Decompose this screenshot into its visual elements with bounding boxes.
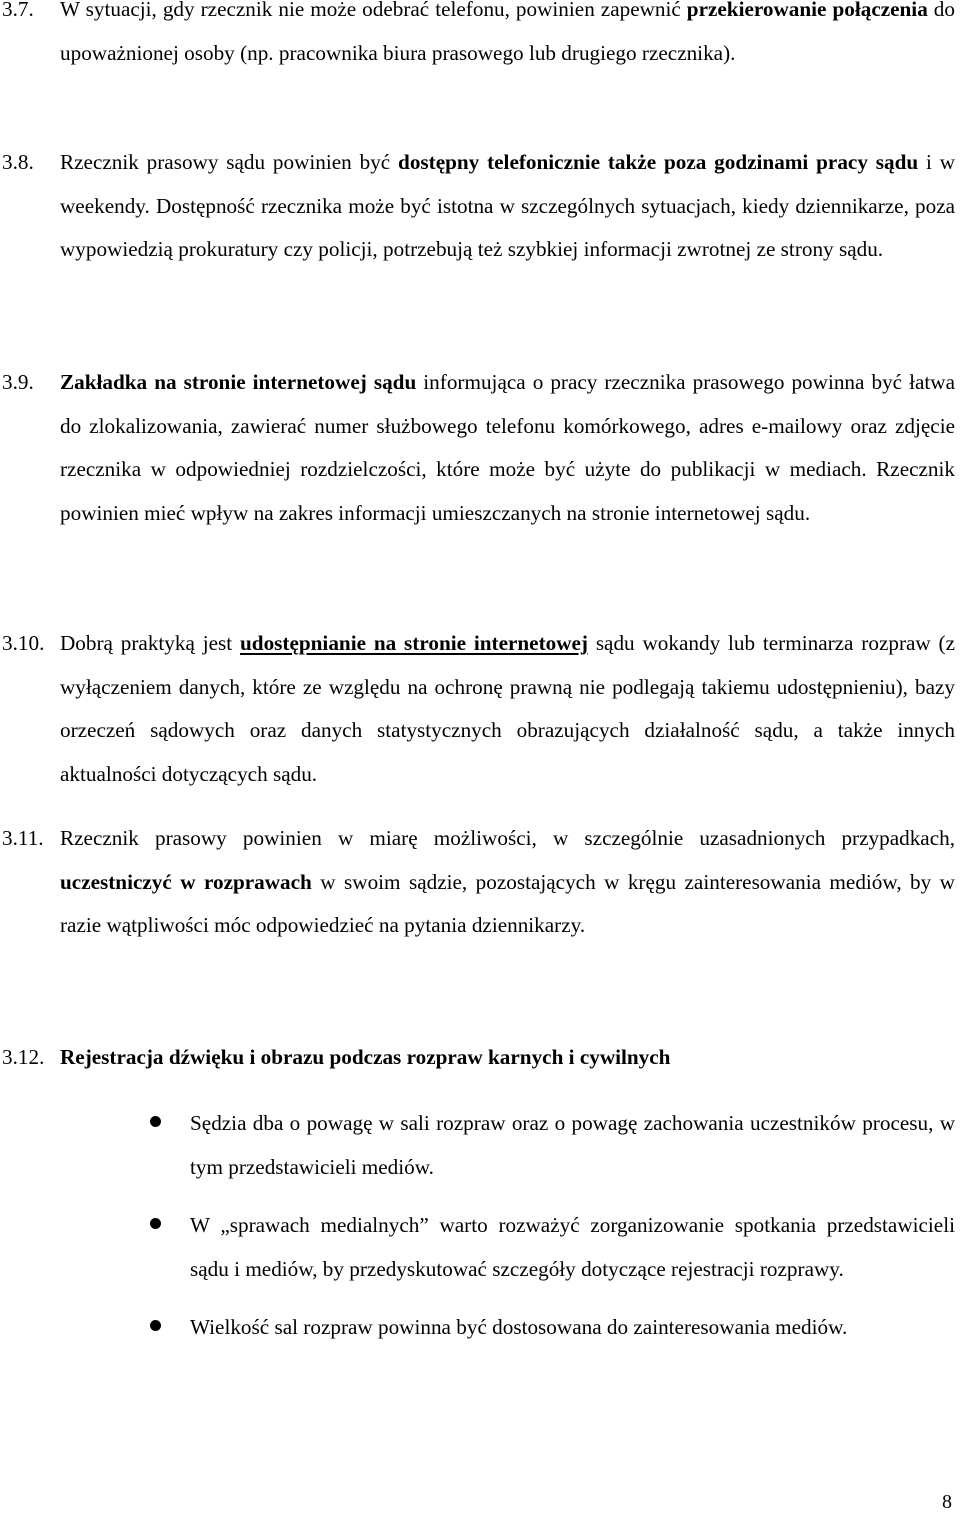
bullet-list — [0, 1101, 960, 1363]
bullet-icon — [150, 1320, 161, 1331]
paragraph-number: 3.9. — [2, 370, 34, 394]
list-item-text: Sędzia dba o powagę w sali rozpraw oraz o powagę zachowania uczestników procesu, w tym przedstawicieli mediów. — [190, 1111, 955, 1179]
paragraph-3-10 — [0, 622, 960, 797]
paragraph-text: Rzecznik prasowy sądu powinien być dostępny telefonicznie także poza godzinami pracy sądu i w weekendy. Dostępność rzecznika może być istotna w szczególnych sytuacjach, kiedy dziennikarze, poza wypowiedzią prokuratury czy policji, potrzebują też szybkiej informacji zwrotnej ze strony sądu. — [60, 150, 955, 262]
list-item — [0, 1101, 960, 1189]
paragraph-number: 3.11. — [2, 826, 44, 850]
paragraph-text: Dobrą praktyką jest udostępnianie na stronie internetowej sądu wokandy lub terminarza rozpraw (z wyłączeniem danych, które ze względu na ochronę prawną nie podlegają takiemu udostępnieniu), bazy orzeczeń sądowych oraz danych statystycznych obrazujących działalność sądu, a także innych aktualności dotyczących sądu. — [60, 631, 955, 787]
paragraph-number: 3.10. — [2, 631, 45, 655]
paragraph-text: Rzecznik prasowy powinien w miarę możliwości, w szczególnie uzasadnionych przypadkach, uczestniczyć w rozprawach w swoim sądzie, pozostających w kręgu zainteresowania mediów, by w razie wątpliwości móc odpowiedzieć na pytania dziennikarzy. — [60, 826, 955, 938]
paragraph-3-8 — [0, 141, 960, 272]
list-item-text: Wielkość sal rozpraw powinna być dostosowana do zainteresowania mediów. — [190, 1315, 848, 1339]
paragraph-number: 3.7. — [2, 0, 34, 21]
paragraph-text: W sytuacji, gdy rzecznik nie może odebrać telefonu, powinien zapewnić przekierowanie połączenia do upoważnionej osoby (np. pracownika biura prasowego lub drugiego rzecznika). — [60, 0, 955, 65]
paragraph-text: Zakładka na stronie internetowej sądu informująca o pracy rzecznika prasowego powinna być łatwa do zlokalizowania, zawierać numer służbowego telefonu komórkowego, adres e-mailowy oraz zdjęcie rzecznika w odpowiedniej rozdzielczości, które może być użyte do publikacji w mediach. Rzecznik powinien mieć wpływ na zakres informacji umieszczanych na stronie internetowej sądu. — [60, 370, 955, 526]
paragraph-3-11 — [0, 817, 960, 948]
paragraph-3-12 — [0, 1036, 960, 1080]
bullet-icon — [150, 1218, 161, 1229]
paragraph-3-9 — [0, 361, 960, 536]
list-item — [0, 1203, 960, 1291]
bullet-icon — [150, 1116, 161, 1127]
paragraph-3-7 — [0, 0, 960, 75]
page-number: 8 — [942, 1491, 952, 1513]
paragraph-number: 3.8. — [2, 150, 34, 174]
paragraph-number: 3.12. — [2, 1045, 45, 1069]
section-heading: Rejestracja dźwięku i obrazu podczas rozpraw karnych i cywilnych — [60, 1045, 671, 1069]
list-item — [0, 1305, 960, 1349]
list-item-text: W „sprawach medialnych” warto rozważyć zorganizowanie spotkania przedstawicieli sądu i mediów, by przedyskutować szczegóły dotyczące rejestracji rozprawy. — [190, 1213, 955, 1281]
